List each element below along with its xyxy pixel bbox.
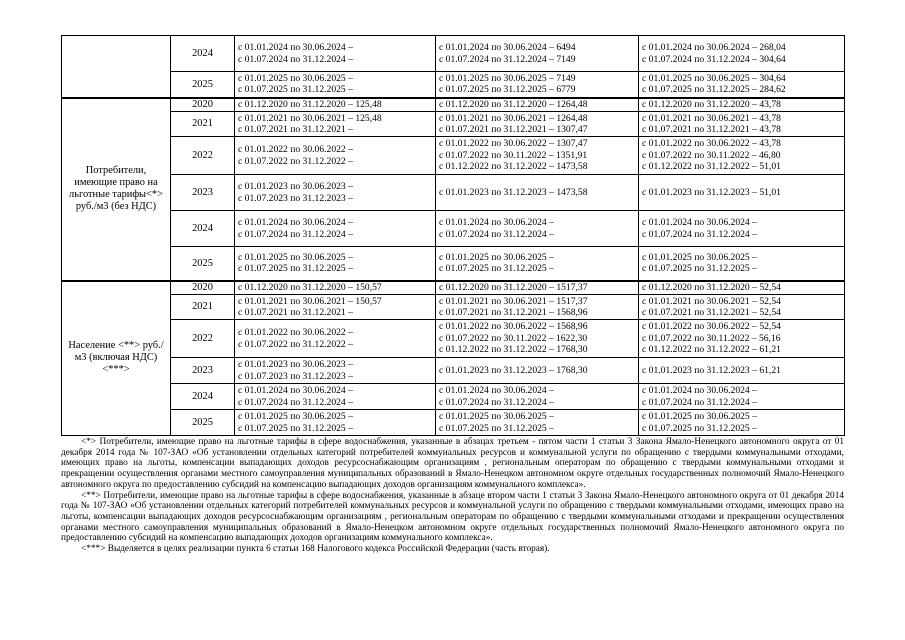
tariff-period-line: с 01.12.2020 по 31.12.2020 – 125,48: [238, 99, 382, 111]
tariff-period-line: с 01.07.2025 по 31.12.2025 – 6779: [439, 84, 576, 96]
tariff-cell-col3: [639, 410, 845, 436]
tariff-period-line: с 01.12.2020 по 31.12.2020 – 43,78: [642, 99, 781, 111]
year-cell: 2025: [171, 410, 235, 436]
tariff-cell-col3: [639, 112, 845, 137]
year-cell: 2024: [171, 384, 235, 410]
tariff-cell-col3: [639, 247, 845, 281]
year-cell: 2023: [171, 175, 235, 211]
tariff-period-line: с 01.07.2025 по 31.12.2025 –: [238, 263, 353, 275]
tariff-period-line: с 01.01.2023 по 31.12.2023 – 51,01: [642, 186, 781, 198]
tariff-period-line: с 01.07.2024 по 31.12.2024 –: [439, 228, 554, 240]
year-cell: 2025: [171, 247, 235, 281]
tariff-cell-col1: [235, 112, 436, 137]
tariff-period-line: с 01.07.2025 по 31.12.2025 –: [642, 422, 757, 434]
tariff-period-line: с 01.01.2025 по 30.06.2025 – 7149: [439, 72, 576, 84]
tariff-period-line: с 01.01.2022 по 30.06.2022 –: [238, 327, 353, 339]
tariff-period-line: с 01.07.2024 по 31.12.2024 –: [238, 53, 353, 65]
tariff-period-line: с 01.01.2022 по 30.06.2022 – 1307,47: [439, 138, 588, 150]
tariff-period-line: с 01.01.2024 по 30.06.2024 –: [439, 385, 554, 397]
tariff-period-line: с 01.07.2021 по 31.12.2021 – 1568,96: [439, 307, 588, 318]
table-row: [62, 384, 845, 410]
tariff-cell-col3: [639, 384, 845, 410]
year-cell: 2024: [171, 211, 235, 247]
tariff-period-line: с 01.07.2025 по 31.12.2025 –: [439, 422, 554, 434]
tariff-period-line: с 01.01.2025 по 30.06.2025 –: [439, 411, 554, 423]
tariff-period-line: с 01.07.2024 по 31.12.2024 – 304,64: [642, 53, 786, 65]
tariff-cell-col2: [436, 175, 639, 211]
tariff-period-line: с 01.01.2025 по 30.06.2025 –: [642, 411, 757, 423]
tariff-cell-col2: [436, 410, 639, 436]
table-row: [62, 137, 845, 175]
tariff-period-line: с 01.07.2022 по 30.11.2022 – 1351,91: [439, 149, 588, 161]
tariff-cell-col1: [235, 72, 436, 98]
tariff-period-line: с 01.07.2025 по 31.12.2025 – 284,62: [642, 84, 786, 96]
tariff-cell-col1: [235, 410, 436, 436]
tariff-cell-col1: [235, 358, 436, 384]
tariff-cell-col1: [235, 137, 436, 175]
tariff-period-line: с 01.01.2024 по 30.06.2024 –: [238, 42, 353, 54]
footnote: <**> Потребители, имеющие право на льготные тарифы в сфере водоснабжения, указанные в абзаце втором части 1 статьи 3 Закона Ямало-Ненецкого автономного округа от 01 декабря 2014 года № 107-ЗАО «Об установлении отдельных категорий потребителей коммунальных ресурсов и коммунальной услуги по обращению с твердыми коммунальными отходами, имеющих право на льготы, компенсации выпадающих доходов ресурсоснабжающим организациям , региональным операторам по обращению с твердыми коммунальными отходами и прекращении осуществления органами местного самоуправления муниципальных образований в Ямало-Ненецком автономном округе отдельных государственных полномочий Ямало-Ненецкого автономного округа по предоставлению субсидий на компенсацию выпадающих доходов организациям коммунального комплекса».: [61, 490, 844, 544]
tariff-cell-col3: [639, 137, 845, 175]
footnote: <***> Выделяется в целях реализации пункта 6 статьи 168 Налогового кодекса Российской Федерации (часть вторая).: [81, 544, 550, 555]
tariff-period-line: с 01.07.2024 по 31.12.2024 –: [238, 228, 353, 240]
tariff-period-line: с 01.01.2025 по 30.06.2025 –: [238, 72, 353, 84]
tariff-cell-col3: [639, 36, 845, 72]
tariff-period-line: с 01.07.2021 по 31.12.2021 – 1307,47: [439, 124, 588, 135]
tariff-period-line: с 01.12.2022 по 31.12.2022 – 1473,58: [439, 161, 588, 173]
tariff-cell-col3: [639, 295, 845, 320]
tariff-cell-col2: [436, 211, 639, 247]
tariff-period-line: с 01.01.2023 по 30.06.2023 –: [238, 181, 353, 193]
tariff-period-line: с 01.01.2024 по 30.06.2024 –: [642, 385, 757, 397]
tariff-cell-col3: [639, 98, 845, 112]
table-row: [62, 175, 845, 211]
tariff-period-line: с 01.01.2021 по 30.06.2021 – 52,54: [642, 295, 781, 307]
tariff-period-line: с 01.01.2024 по 30.06.2024 –: [642, 217, 757, 229]
tariff-period-line: с 01.07.2024 по 31.12.2024 –: [238, 396, 353, 408]
tariff-period-line: с 01.07.2023 по 31.12.2023 –: [238, 192, 353, 204]
tariff-period-line: с 01.01.2022 по 30.06.2022 –: [238, 144, 353, 156]
tariff-period-line: с 01.12.2022 по 31.12.2022 – 51,01: [642, 161, 781, 173]
tariff-cell-col1: [235, 320, 436, 358]
year-cell: 2020: [171, 98, 235, 112]
consumer-group-cell: Население <**> руб./м3 (включая НДС) <***>: [62, 281, 171, 436]
tariff-cell-col1: [235, 211, 436, 247]
tariff-cell-col3: [639, 281, 845, 295]
tariff-period-line: с 01.07.2025 по 31.12.2025 –: [642, 263, 757, 275]
tariff-period-line: с 01.01.2025 по 30.06.2025 – 304,64: [642, 72, 786, 84]
tariff-cell-col1: [235, 175, 436, 211]
tariff-cell-col3: [639, 358, 845, 384]
tariff-period-line: с 01.07.2024 по 31.12.2024 –: [642, 228, 757, 240]
tariff-period-line: с 01.12.2020 по 31.12.2020 – 52,54: [642, 282, 781, 294]
consumer-group-cell: Потребители, имеющие право на льготные тарифы<*> руб./м3 (без НДС): [62, 98, 171, 281]
tariff-cell-col2: [436, 281, 639, 295]
tariff-cell-col1: [235, 36, 436, 72]
tariff-table: [61, 35, 845, 436]
tariff-period-line: с 01.12.2022 по 31.12.2022 – 61,21: [642, 344, 781, 356]
year-cell: 2024: [171, 36, 235, 72]
tariff-period-line: с 01.01.2024 по 30.06.2024 –: [439, 217, 554, 229]
tariff-period-line: с 01.01.2021 по 30.06.2021 – 1264,48: [439, 112, 588, 124]
tariff-table-body: [62, 36, 845, 436]
tariff-period-line: с 01.01.2025 по 30.06.2025 –: [642, 251, 757, 263]
tariff-period-line: с 01.12.2022 по 31.12.2022 – 1768,30: [439, 344, 588, 356]
tariff-period-line: с 01.01.2025 по 30.06.2025 –: [238, 411, 353, 423]
tariff-period-line: с 01.07.2025 по 31.12.2025 –: [238, 84, 353, 96]
tariff-cell-col1: [235, 281, 436, 295]
tariff-period-line: с 01.07.2021 по 31.12.2021 – 52,54: [642, 307, 781, 318]
year-cell: 2022: [171, 137, 235, 175]
year-cell: 2021: [171, 112, 235, 137]
tariff-cell-col1: [235, 247, 436, 281]
document-page: [61, 35, 844, 555]
tariff-period-line: с 01.01.2022 по 30.06.2022 – 1568,96: [439, 321, 588, 333]
tariff-period-line: с 01.07.2022 по 31.12.2022 –: [238, 155, 353, 167]
tariff-period-line: с 01.07.2022 по 30.11.2022 – 1622,30: [439, 332, 588, 344]
tariff-period-line: с 01.12.2020 по 31.12.2020 – 150,57: [238, 282, 382, 294]
tariff-period-line: с 01.07.2021 по 31.12.2021 – 43,78: [642, 124, 781, 135]
footnote: <*> Потребители, имеющие право на льготные тарифы в сфере водоснабжения, указанные в абзацах третьем - пятом части 1 статьи 3 Закона Ямало-Ненецкого автономного округа от 01 декабря 2014 года № 107-ЗАО «Об установлении отдельных категорий потребителей коммунальных ресурсов и коммунальной услуги по обращению с твердыми коммунальными отходами, имеющих право на льготы, компенсации выпадающих доходов ресурсоснабжающим организациям , региональным операторам по обращению с твердыми коммунальными отходами и прекращении осуществления органами местного самоуправления муниципальных образований в Ямало-Ненецком автономном округе отдельных государственных полномочий Ямало-Ненецкого автономного округа по предоставлению субсидий на компенсацию выпадающих доходов организациям коммунального комплекса».: [61, 437, 844, 490]
tariff-period-line: с 01.01.2023 по 30.06.2023 –: [238, 359, 353, 371]
table-row: [62, 211, 845, 247]
tariff-period-line: с 01.01.2022 по 30.06.2022 – 52,54: [642, 321, 781, 333]
tariff-cell-col2: [436, 112, 639, 137]
tariff-cell-col3: [639, 175, 845, 211]
tariff-period-line: с 01.01.2025 по 30.06.2025 –: [238, 251, 353, 263]
table-row: [62, 98, 845, 112]
tariff-period-line: с 01.07.2023 по 31.12.2023 –: [238, 370, 353, 382]
tariff-period-line: с 01.01.2022 по 30.06.2022 – 43,78: [642, 138, 781, 150]
tariff-period-line: с 01.01.2023 по 31.12.2023 – 61,21: [642, 364, 781, 376]
tariff-period-line: с 01.01.2025 по 30.06.2025 –: [439, 251, 554, 263]
tariff-cell-col1: [235, 384, 436, 410]
table-row: [62, 112, 845, 137]
tariff-period-line: с 01.07.2022 по 31.12.2022 –: [238, 338, 353, 350]
tariff-cell-col2: [436, 247, 639, 281]
year-cell: 2020: [171, 281, 235, 295]
tariff-cell-col3: [639, 72, 845, 98]
tariff-period-line: с 01.07.2022 по 30.11.2022 – 56,16: [642, 332, 781, 344]
tariff-cell-col1: [235, 98, 436, 112]
table-row: [62, 247, 845, 281]
tariff-period-line: с 01.07.2024 по 31.12.2024 –: [642, 396, 757, 408]
table-row: [62, 320, 845, 358]
year-cell: 2023: [171, 358, 235, 384]
tariff-cell-col1: [235, 295, 436, 320]
tariff-period-line: с 01.01.2024 по 30.06.2024 – 6494: [439, 42, 576, 54]
tariff-cell-col2: [436, 98, 639, 112]
tariff-cell-col2: [436, 295, 639, 320]
tariff-period-line: с 01.01.2023 по 31.12.2023 – 1473,58: [439, 186, 588, 198]
tariff-period-line: с 01.07.2024 по 31.12.2024 –: [439, 396, 554, 408]
tariff-period-line: с 01.07.2025 по 31.12.2025 –: [238, 422, 353, 434]
tariff-period-line: с 01.12.2020 по 31.12.2020 – 1517,37: [439, 282, 588, 294]
tariff-cell-col2: [436, 36, 639, 72]
table-row: [62, 36, 845, 72]
tariff-period-line: с 01.01.2021 по 30.06.2021 – 125,48: [238, 112, 382, 124]
tariff-cell-col3: [639, 211, 845, 247]
tariff-period-line: с 01.01.2024 по 30.06.2024 –: [238, 217, 353, 229]
table-row: [62, 410, 845, 436]
tariff-period-line: с 01.01.2021 по 30.06.2021 – 150,57: [238, 295, 382, 307]
tariff-period-line: с 01.07.2021 по 31.12.2021 –: [238, 124, 353, 135]
footnotes: [61, 437, 844, 555]
tariff-period-line: с 01.01.2024 по 30.06.2024 – 268,04: [642, 42, 786, 54]
tariff-period-line: с 01.07.2025 по 31.12.2025 –: [439, 263, 554, 275]
tariff-period-line: с 01.07.2024 по 31.12.2024 – 7149: [439, 53, 576, 65]
table-row: [62, 281, 845, 295]
year-cell: 2021: [171, 295, 235, 320]
tariff-cell-col2: [436, 320, 639, 358]
table-row: [62, 295, 845, 320]
tariff-period-line: с 01.01.2021 по 30.06.2021 – 43,78: [642, 112, 781, 124]
tariff-cell-col2: [436, 137, 639, 175]
year-cell: 2025: [171, 72, 235, 98]
tariff-period-line: с 01.01.2021 по 30.06.2021 – 1517,37: [439, 295, 588, 307]
tariff-period-line: с 01.01.2023 по 31.12.2023 – 1768,30: [439, 364, 588, 376]
tariff-cell-col2: [436, 72, 639, 98]
tariff-period-line: с 01.12.2020 по 31.12.2020 – 1264,48: [439, 99, 588, 111]
tariff-cell-col2: [436, 358, 639, 384]
table-row: [62, 72, 845, 98]
tariff-period-line: с 01.07.2022 по 30.11.2022 – 46,80: [642, 149, 781, 161]
table-row: [62, 358, 845, 384]
tariff-period-line: с 01.07.2021 по 31.12.2021 –: [238, 307, 353, 318]
year-cell: 2022: [171, 320, 235, 358]
consumer-group-cell: [62, 36, 171, 98]
tariff-cell-col3: [639, 320, 845, 358]
tariff-cell-col2: [436, 384, 639, 410]
tariff-period-line: с 01.01.2024 по 30.06.2024 –: [238, 385, 353, 397]
